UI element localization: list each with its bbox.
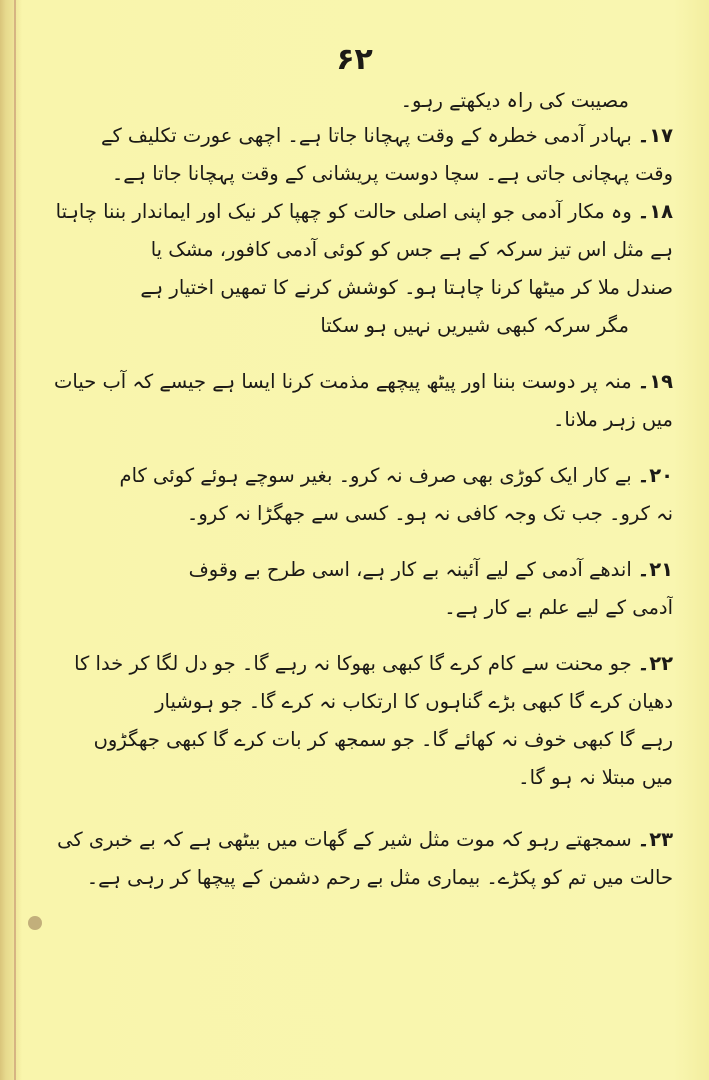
item-number: ۱۹۔ bbox=[637, 370, 673, 393]
text-line: وقت پہچانی جاتی ہے۔ سچا دوست پریشانی کے وقت پہچانا جاتا ہے۔ bbox=[111, 162, 673, 185]
text-line: میں زہر ملانا۔ bbox=[552, 408, 673, 431]
page-binding-edge bbox=[14, 0, 16, 1080]
text-line: ۱۸۔وہ مکار آدمی جو اپنی اصلی حالت کو چھپا کر نیک اور ایماندار بننا چاہتا bbox=[55, 200, 673, 223]
text-line: ۱۹۔منہ پر دوست بننا اور پیٹھ پیچھے مذمت کرنا ایسا ہے جیسے کہ آب حیات bbox=[54, 370, 673, 393]
text-line: آدمی کے لیے علم بے کار ہے۔ bbox=[444, 596, 673, 619]
page-number: ۶۲ bbox=[336, 42, 373, 77]
text-line: ہے مثل اس تیز سرکہ کے ہے جس کو کوئی آدمی کافور، مشک یا bbox=[150, 238, 673, 261]
text-line: دھیان کرے گا کبھی بڑے گناہوں کا ارتکاب نہ کرے گا۔ جو ہوشیار bbox=[155, 690, 673, 713]
text-line: ۲۱۔اندھے آدمی کے لیے آئینہ بے کار ہے، اسی طرح بے وقوف bbox=[188, 558, 673, 581]
item-number: ۱۷۔ bbox=[637, 124, 673, 147]
item-number: ۲۱۔ bbox=[637, 558, 673, 581]
text-line: ۲۳۔سمجھتے رہو کہ موت مثل شیر کے گھات میں بیٹھی ہے کہ بے خبری کی bbox=[57, 828, 673, 851]
page-spine-shadow bbox=[0, 0, 22, 1080]
text-line: حالت میں تم کو پکڑے۔ بیماری مثل بے رحم دشمن کے پیچھا کر رہی ہے۔ bbox=[86, 866, 673, 889]
text-line: میں مبتلا نہ ہو گا۔ bbox=[518, 766, 673, 789]
item-number: ۲۲۔ bbox=[637, 652, 673, 675]
text-line: صندل ملا کر میٹھا کرنا چاہتا ہو۔ کوشش کرنے کا تمھیں اختیار ہے bbox=[140, 276, 673, 299]
page-text-body bbox=[40, 84, 673, 897]
text-line: نہ کرو۔ جب تک وجہ کافی نہ ہو۔ کسی سے جھگڑا نہ کرو۔ bbox=[186, 502, 673, 525]
text-line: مصیبت کی راہ دیکھتے رہو۔ bbox=[400, 89, 629, 112]
text-line: مگر سرکہ کبھی شیریں نہیں ہو سکتا bbox=[320, 314, 629, 337]
text-line: ۱۷۔بہادر آدمی خطرہ کے وقت پہچانا جاتا ہے۔ اچھی عورت تکلیف کے bbox=[101, 124, 673, 147]
text-line: ۲۲۔جو محنت سے کام کرے گا کبھی بھوکا نہ رہے گا۔ جو دل لگا کر خدا کا bbox=[74, 652, 673, 675]
binding-hole-mark bbox=[28, 916, 42, 930]
item-number: ۲۰۔ bbox=[637, 464, 673, 487]
item-number: ۱۸۔ bbox=[637, 200, 673, 223]
text-line: رہے گا کبھی خوف نہ کھائے گا۔ جو سمجھ کر بات کرے گا کبھی جھگڑوں bbox=[93, 728, 673, 751]
text-line: ۲۰۔بے کار ایک کوڑی بھی صرف نہ کرو۔ بغیر سوچے ہوئے کوئی کام bbox=[119, 464, 673, 487]
item-number: ۲۳۔ bbox=[637, 828, 673, 851]
